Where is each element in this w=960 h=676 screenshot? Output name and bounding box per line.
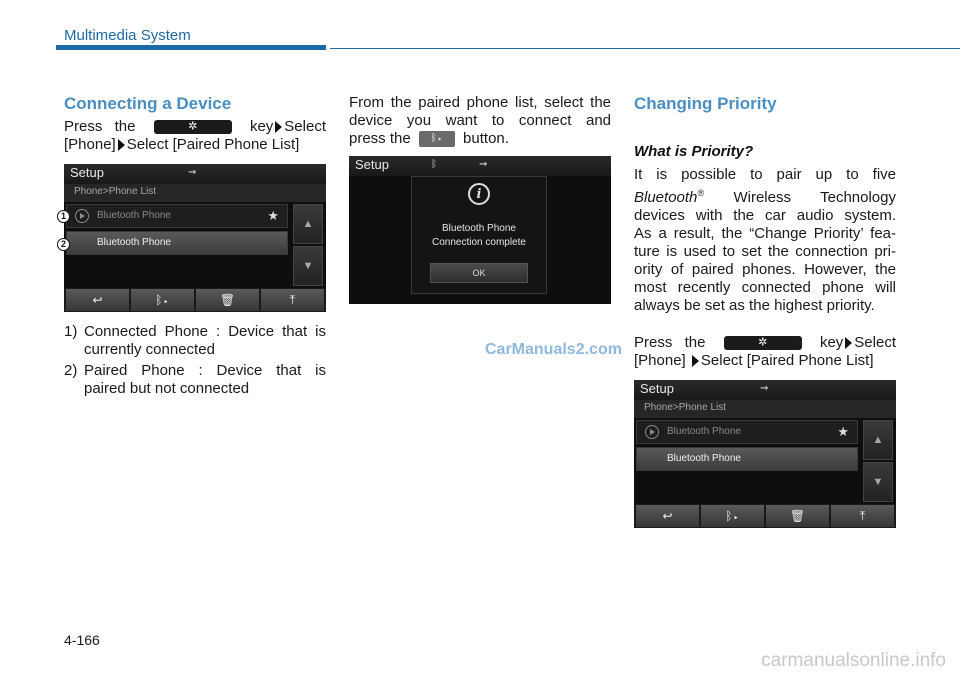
text-the: the xyxy=(684,334,706,351)
popup-message-line-2: Connection complete xyxy=(432,237,526,248)
gear-icon: ✲ xyxy=(188,120,198,133)
subheading-what-is-priority: What is Priority? xyxy=(634,143,754,160)
back-button[interactable] xyxy=(66,289,129,311)
scroll-down-icon: ▼ xyxy=(302,260,314,272)
row-label: Bluetooth Phone xyxy=(667,453,741,464)
list-text-line: Paired Phone : Device that is xyxy=(84,362,326,379)
section-title: Multimedia System xyxy=(64,27,191,44)
paragraph-line: ority of paired phones. However, the xyxy=(634,261,896,278)
popup-message-line-1: Bluetooth Phone xyxy=(442,223,516,234)
callout-1: 1 xyxy=(57,210,70,223)
page-number: 4-166 xyxy=(64,632,100,648)
text-press: Press xyxy=(64,118,103,135)
list-item xyxy=(64,323,326,359)
text-select-paired-list: Select [Paired Phone List] xyxy=(700,352,874,369)
paragraph-line: most recently connected phone will xyxy=(634,279,896,296)
delete-button[interactable] xyxy=(196,289,259,311)
info-icon: i xyxy=(468,183,490,205)
text-select: Select xyxy=(284,118,326,135)
play-icon xyxy=(645,425,659,439)
paragraph-line: devices with the car audio system. xyxy=(634,207,896,224)
list-item-text xyxy=(84,323,326,359)
arrow-right-icon xyxy=(692,355,699,367)
text-key: key xyxy=(249,118,274,135)
instruction-select-device xyxy=(349,94,611,148)
priority-icon: ⤒ xyxy=(289,292,296,307)
ok-button[interactable]: OK xyxy=(430,263,528,283)
arrow-right-icon xyxy=(118,139,125,151)
list-number: 2) xyxy=(64,362,78,379)
phone-list-screen-priority xyxy=(634,380,896,528)
screen-header xyxy=(64,164,326,184)
footer-site-mark: carmanualsonline.info xyxy=(761,650,946,671)
row-label: Bluetooth Phone xyxy=(97,210,171,221)
text-key: key xyxy=(819,334,844,351)
text-wireless-technology: Wireless Technology xyxy=(733,189,896,206)
header-rule-thick xyxy=(56,45,326,50)
callout-2: 2 xyxy=(57,238,70,251)
bluetooth-icon: ᛒ▸ xyxy=(155,293,170,307)
paired-phone-row[interactable] xyxy=(636,447,858,471)
screen-header xyxy=(634,380,896,400)
list-number: 1) xyxy=(64,323,78,340)
screen-title: Setup xyxy=(355,157,389,172)
bluetooth-connect-button[interactable] xyxy=(701,505,764,527)
text-press-the: press the xyxy=(349,130,411,147)
text-press: Press xyxy=(634,334,673,351)
screen-bottom-bar xyxy=(64,288,326,312)
list-text-line: paired but not connected xyxy=(84,380,250,397)
connected-phone-row[interactable] xyxy=(66,204,288,228)
instruction-line-1 xyxy=(64,118,326,136)
delete-icon: 🗑 xyxy=(219,293,236,307)
scroll-up-button[interactable] xyxy=(863,420,893,460)
text-the: the xyxy=(114,118,136,135)
paired-phone-row[interactable] xyxy=(66,231,288,255)
arrow-right-icon xyxy=(275,121,282,133)
back-icon: ↩ xyxy=(92,293,103,307)
back-button[interactable] xyxy=(636,505,699,527)
screen-bottom-bar xyxy=(634,504,896,528)
breadcrumb-text: Phone>Phone List xyxy=(74,186,157,197)
paragraph-line xyxy=(349,130,611,148)
screen-header xyxy=(349,156,611,176)
bluetooth-status-icon: ᛒ xyxy=(431,159,437,170)
play-icon xyxy=(75,209,89,223)
scroll-down-button[interactable] xyxy=(863,462,893,502)
header-rule-thin xyxy=(330,48,960,49)
list-item-text xyxy=(84,362,326,398)
watermark: CarManuals2.com xyxy=(485,341,622,358)
paragraph-line xyxy=(634,184,896,207)
registered-mark: ® xyxy=(697,188,705,198)
text-phone: [Phone] xyxy=(634,352,686,369)
scroll-down-icon: ▼ xyxy=(872,476,884,488)
usb-icon: ⇝ xyxy=(760,383,769,394)
scroll-up-icon: ▲ xyxy=(872,434,884,446)
instruction-priority xyxy=(634,334,896,370)
phone-list-screen xyxy=(64,164,326,312)
instruction-connect xyxy=(64,118,326,154)
priority-icon: ⤒ xyxy=(859,508,866,523)
instruction-line-2 xyxy=(64,136,326,154)
bluetooth-icon: ᛒ▸ xyxy=(430,133,443,145)
paragraph-line: It is possible to pair up to five xyxy=(634,166,896,183)
text-key-select xyxy=(250,118,326,135)
gear-icon: ✲ xyxy=(758,336,768,349)
text-select-paired-list: Select [Paired Phone List] xyxy=(126,136,300,153)
connection-complete-screen xyxy=(349,156,611,304)
instruction-line-1 xyxy=(634,334,896,352)
row-label: Bluetooth Phone xyxy=(667,426,741,437)
connected-phone-row[interactable] xyxy=(636,420,858,444)
instruction-line-2 xyxy=(634,352,896,370)
paragraph-line: ture is used to set the connection pri- xyxy=(634,243,896,260)
paragraph-line: always be set as the highest priority. xyxy=(634,297,875,314)
bluetooth-connect-button[interactable] xyxy=(131,289,194,311)
delete-icon: 🗑 xyxy=(789,509,806,523)
arrow-right-icon xyxy=(845,337,852,349)
text-key-select xyxy=(820,334,896,351)
screen-breadcrumb xyxy=(64,184,326,202)
setup-key-button xyxy=(154,120,232,134)
setup-key-button xyxy=(724,336,802,350)
list-text-line: currently connected xyxy=(84,341,215,358)
usb-icon: ⇝ xyxy=(479,159,488,170)
connection-popup xyxy=(411,176,547,294)
star-icon: ★ xyxy=(837,424,849,439)
text-button: button. xyxy=(463,130,509,147)
heading-changing-priority: Changing Priority xyxy=(634,94,777,113)
text-select: Select xyxy=(854,334,896,351)
paragraph-line: device you want to connect and xyxy=(349,112,611,129)
screen-title: Setup xyxy=(640,381,674,396)
list-text-line: Connected Phone : Device that is xyxy=(84,323,326,340)
heading-connecting-device: Connecting a Device xyxy=(64,94,232,113)
text-phone: [Phone] xyxy=(64,136,116,153)
screen-breadcrumb xyxy=(634,400,896,418)
scroll-down-button[interactable] xyxy=(293,246,323,286)
breadcrumb-text: Phone>Phone List xyxy=(644,402,727,413)
bluetooth-key-button xyxy=(419,131,455,147)
star-icon: ★ xyxy=(267,208,279,223)
priority-paragraph xyxy=(634,166,896,315)
paragraph-line: As a result, the “Change Priority’ fea- xyxy=(634,225,896,242)
list-item xyxy=(64,362,326,398)
back-icon: ↩ xyxy=(662,509,673,523)
paragraph-line: From the paired phone list, select the xyxy=(349,94,611,111)
row-label: Bluetooth Phone xyxy=(97,237,171,248)
usb-icon: ⇝ xyxy=(188,167,197,178)
screen-title: Setup xyxy=(70,165,104,180)
scroll-up-icon: ▲ xyxy=(302,218,314,230)
bluetooth-icon: ᛒ▸ xyxy=(725,509,740,523)
scroll-up-button[interactable] xyxy=(293,204,323,244)
priority-button[interactable] xyxy=(831,505,894,527)
delete-button[interactable] xyxy=(766,505,829,527)
bluetooth-word: Bluetooth xyxy=(634,189,698,206)
priority-button[interactable] xyxy=(261,289,324,311)
phone-types-list xyxy=(64,323,326,398)
